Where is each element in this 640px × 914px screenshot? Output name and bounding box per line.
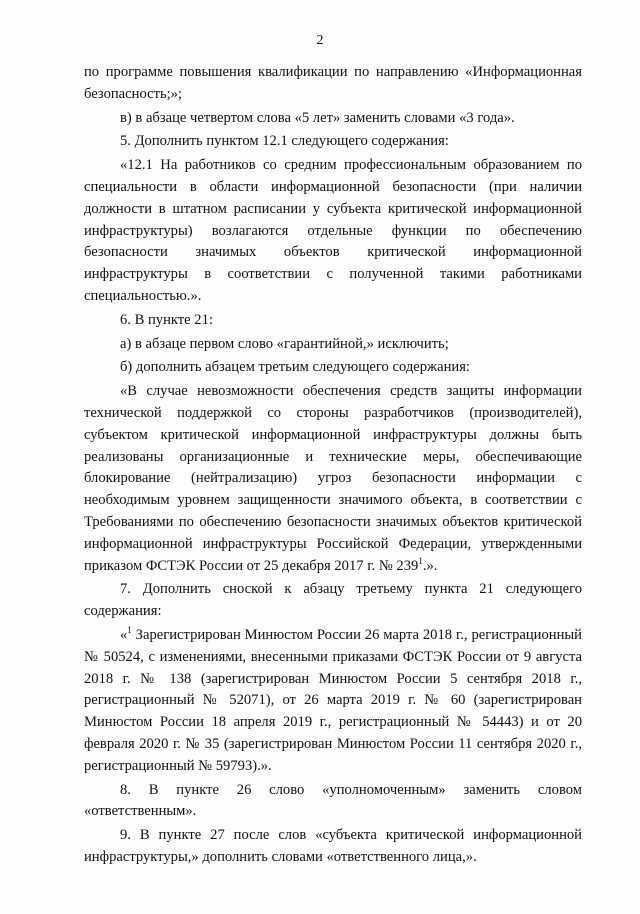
paragraph-subitem-b: б) дополнить абзацем третьим следующего содержания:: [120, 359, 470, 376]
paragraph-item-6: 6. В пункте 21:: [120, 311, 213, 328]
paragraph-item-7: 7. Дополнить сноской к абзацу третьему пункта 21 следующего содержания:: [84, 581, 582, 620]
footnote-ref-1: 1: [418, 555, 423, 566]
paragraph-continuation: по программе повышения квалификации по направлению «Информационная безопасность;»;: [84, 64, 582, 102]
paragraph-footnote-text: [84, 625, 582, 778]
paragraph-quote-12-1: «12.1 На работников со средним профессиональным образованием по специальности в области информационной безопасности (при наличии должности в штатном расписании у субъекта критической информационной инфраструктуры) возлагаются отдельные функции по обеспечению безопасности значимых объектов критической информационной инфраструктуры в соответствии с полученной такими работниками специальностью.».: [84, 157, 582, 304]
document-body: [84, 62, 582, 869]
paragraph-item-8: 8. В пункте 26 слово «уполномоченным» заменить словом «ответственным».: [84, 781, 582, 820]
quote-21-text: «В случае невозможности обеспечения средств защиты информации технической поддержкой со стороны разработчиков (производителей), субъектом критической информационной инфраструктуры должны быть реализованы организационные и технические меры, обеспечивающие блокирование (нейтрализацию) угроз безопасности информации с необходимым уровнем защищенности значимого объекта, в соответствии с Требованиями по обеспечению безопасности значимых объектов критической информационной инфраструктуры Российской Федерации, утвержденными приказом ФСТЭК России от 25 декабря 2017 г. № 239: [84, 383, 582, 574]
footnote-body: Зарегистрирован Минюстом России 26 марта 2018 г., регистрационный № 50524, с изменениями, внесенными приказами ФСТЭК России от 9 августа 2018 г. № 138 (зарегистрирован Минюстом России 5 сентября 2018 г., регистрационный № 52071), от 26 марта 2019 г. № 60 (зарегистрирован Минюстом России 18 апреля 2019 г., регистрационный № 54443) и от 20 февраля 2020 г. № 35 (зарегистрирован Минюстом России 11 сентября 2020 г., регистрационный № 59793).».: [84, 626, 582, 774]
paragraph-subitem-a: а) в абзаце первом слово «гарантийной,» исключить;: [120, 335, 449, 352]
footnote-open-quote: «: [120, 626, 128, 643]
paragraph-item-9: 9. В пункте 27 после слов «субъекта критической информационной инфраструктуры,» дополнить словами «ответственного лица,».: [84, 827, 582, 865]
quote-21-end: .».: [422, 557, 438, 574]
paragraph-quote-21: [84, 381, 582, 577]
page-number: 2: [316, 33, 324, 48]
footnote-mark-1: 1: [127, 625, 132, 636]
paragraph-item-5: 5. Дополнить пунктом 12.1 следующего содержания:: [120, 133, 449, 150]
paragraph-subitem-v: в) в абзаце четвертом слова «5 лет» заменить словами «3 года».: [120, 109, 515, 126]
